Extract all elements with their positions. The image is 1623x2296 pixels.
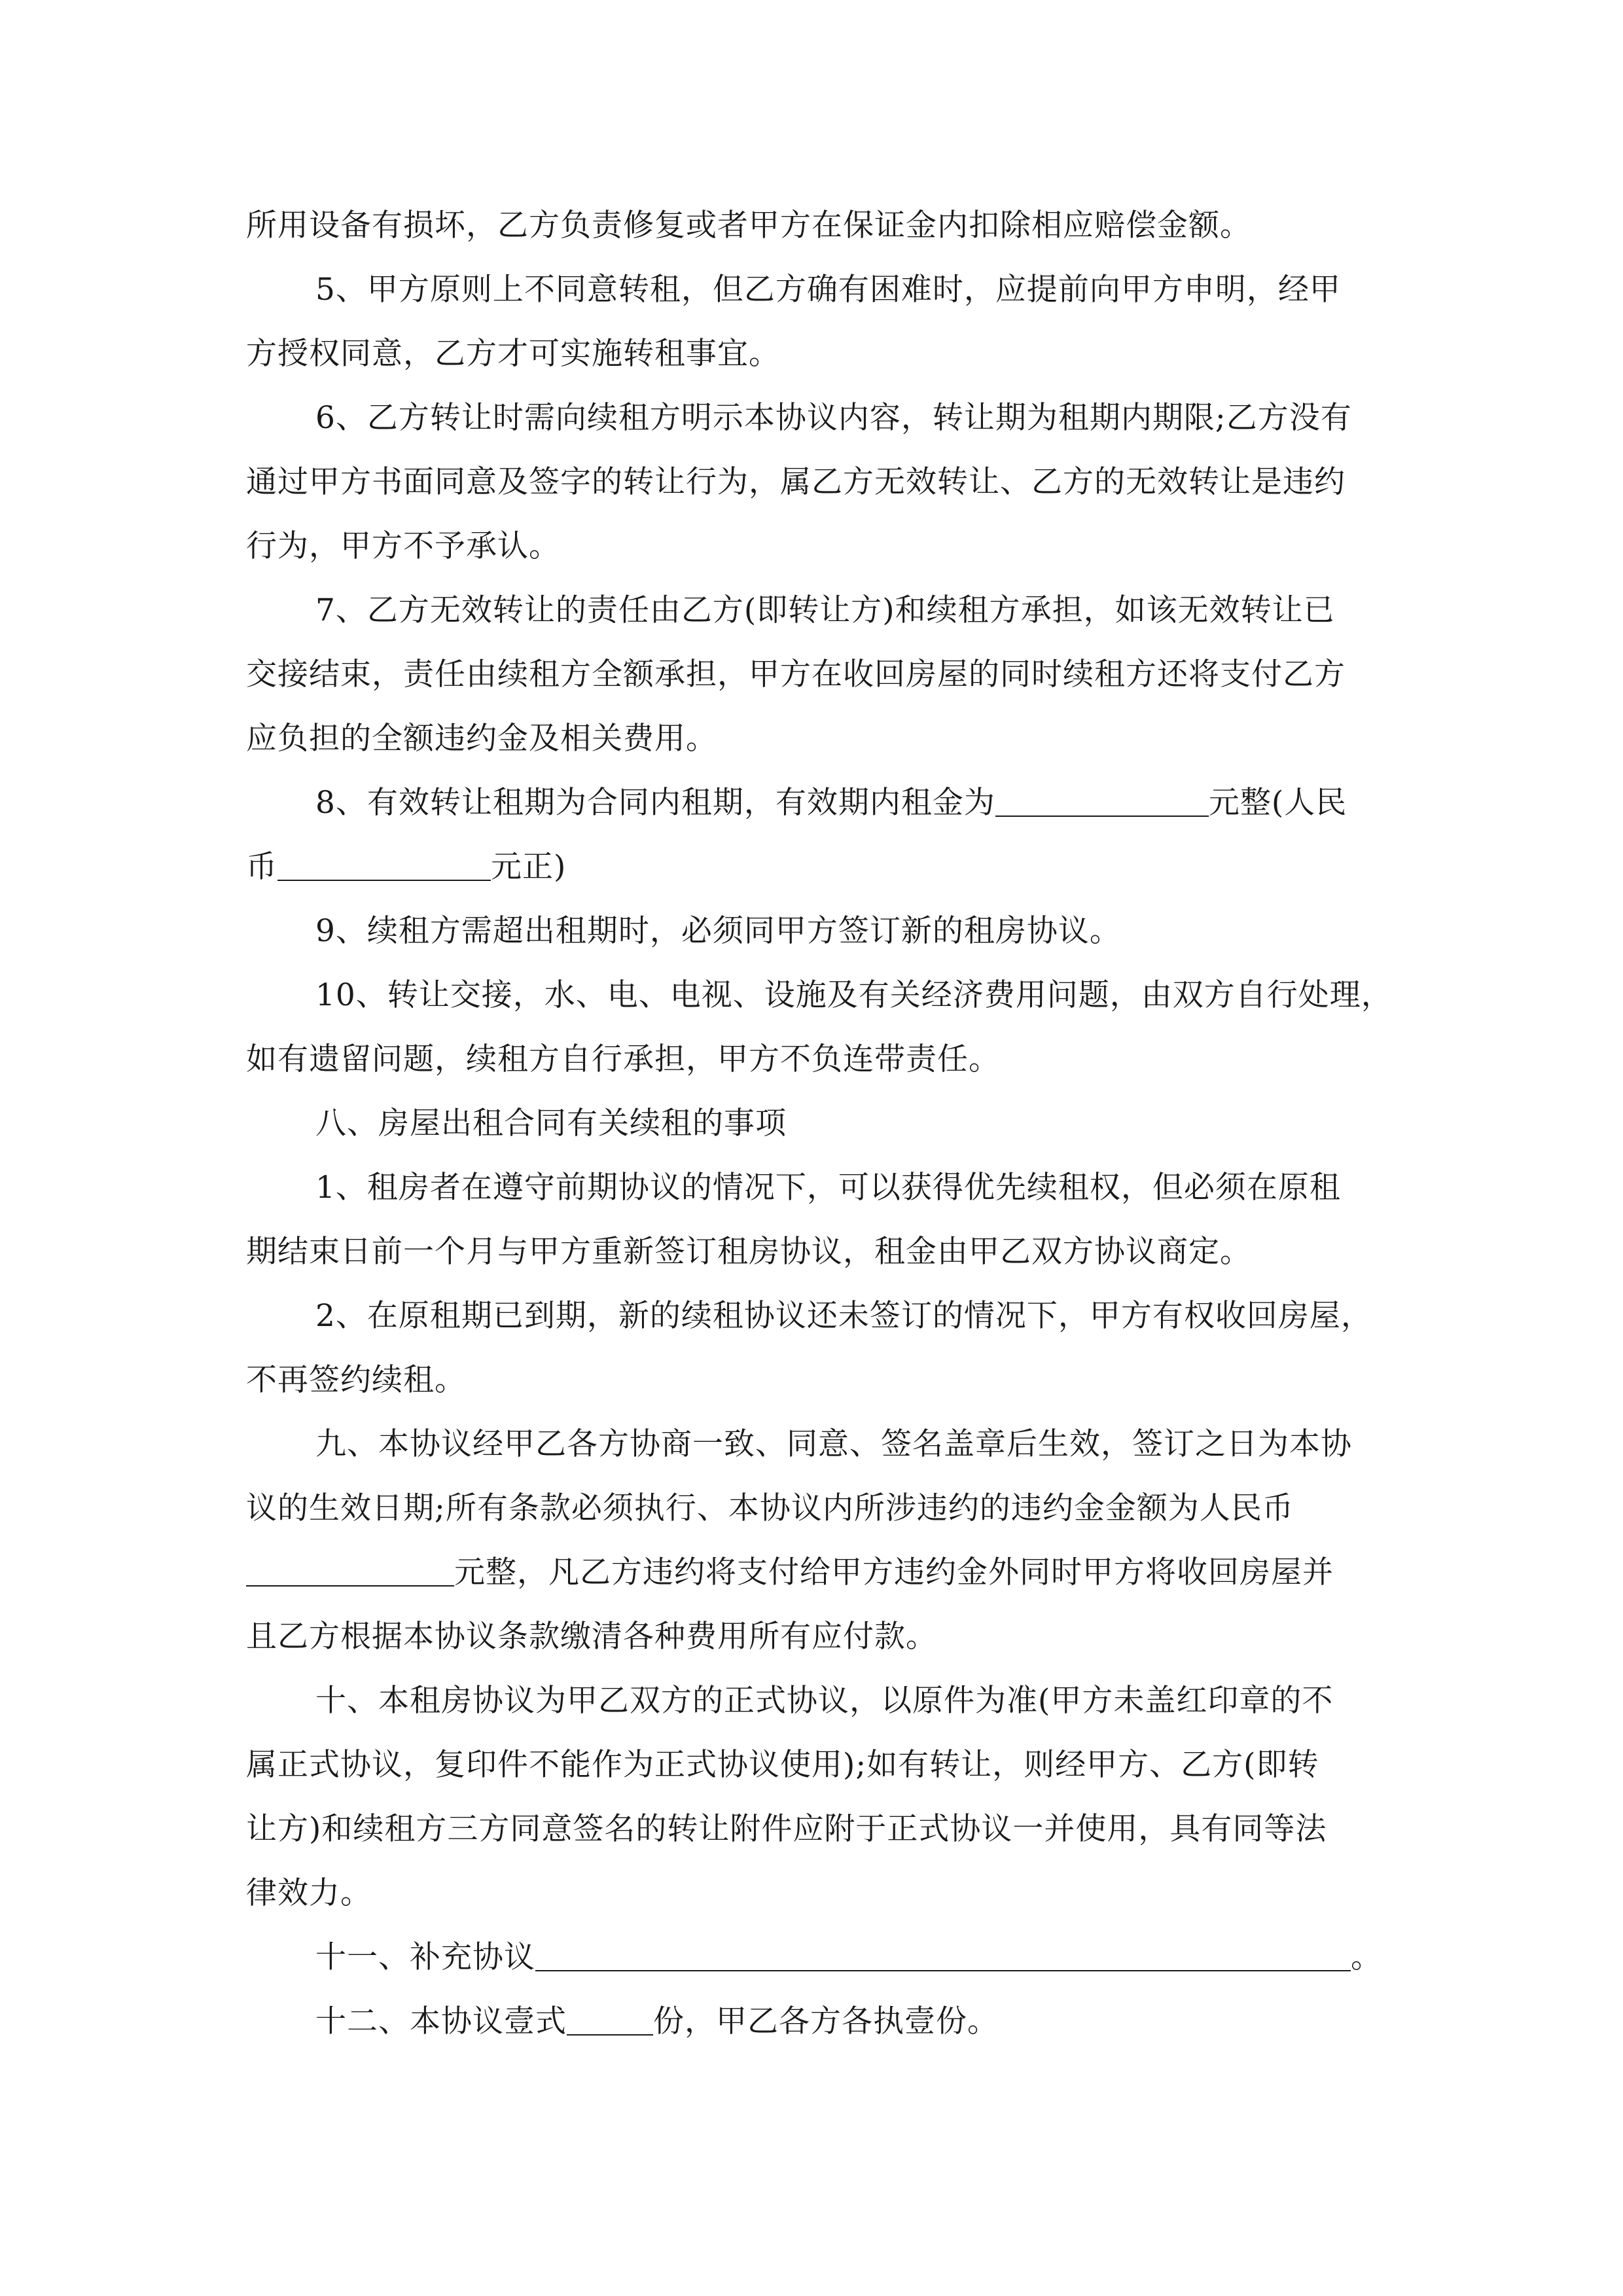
clause-8-text: 币 (246, 849, 277, 885)
clause-8-line (246, 835, 1385, 899)
clause-5-line: 方授权同意，乙方才可实施转租事宜。 (246, 336, 780, 372)
section-9-line (246, 1541, 1385, 1605)
clause-8-text: 元正) (491, 849, 567, 885)
section-9-line: 九、本协议经甲乙各方协商一致、同意、签名盖章后生效，签订之日为本协 (315, 1426, 1352, 1462)
section-11-text: 十一、补充协议 (315, 1939, 535, 1975)
supplementary-agreement-blank (535, 1931, 1351, 1971)
contract-body (246, 194, 1393, 2054)
clause-7-line: 应负担的全额违约金及相关费用。 (246, 721, 717, 757)
section-10-line: 十、本租房协议为甲乙双方的正式协议，以原件为准(甲方未盖红印章的不 (315, 1683, 1334, 1719)
clause-10-line: 10、转让交接，水、电、电视、设施及有关经济费用问题，由双方自行处理， (315, 977, 1393, 1013)
clause-8-text: 元整(人民 (1208, 785, 1347, 821)
clause-7-line: 交接结束，责任由续租方全额承担，甲方在收回房屋的同时续租方还将支付乙方 (246, 656, 1346, 692)
clause-6-line: 行为，甲方不予承认。 (246, 528, 560, 564)
clause-5-line: 5、甲方原则上不同意转租，但乙方确有困难时，应提前向甲方申明，经甲 (315, 272, 1341, 308)
clause-9-line: 9、续租方需超出租期时，必须同甲方签订新的租房协议。 (315, 913, 1121, 949)
clause-10-line: 如有遗留问题，续租方自行承担，甲方不负连带责任。 (246, 1041, 1000, 1077)
section-8-item-1-line: 期结束日前一个月与甲方重新签订租房协议，租金由甲乙双方协议商定。 (246, 1234, 1251, 1270)
clause-8-line (246, 771, 1385, 835)
section-12-line (246, 1990, 1385, 2054)
section-8-item-2-line: 不再签约续租。 (246, 1362, 466, 1398)
penalty-amount-blank (246, 1546, 454, 1587)
rmb-amount-blank (277, 840, 491, 881)
section-9-line: 且乙方根据本协议条款缴清各种费用所有应付款。 (246, 1619, 937, 1655)
clause-6-line: 6、乙方转让时需向续租方明示本协议内容，转让期为租期内期限;乙方没有 (315, 400, 1352, 436)
section-8-title: 八、房屋出租合同有关续租的事项 (315, 1105, 787, 1141)
section-10-line: 让方)和续租方三方同意签名的转让附件应附于正式协议一并使用，具有同等法 (246, 1811, 1327, 1847)
section-12-text: 十二、本协议壹式 (315, 2003, 567, 2039)
section-12-text: 份，甲乙各方各执壹份。 (653, 2003, 999, 2039)
section-9-line: 议的生效日期;所有条款必须执行、本协议内所涉违约的违约金金额为人民币 (246, 1490, 1294, 1526)
section-10-line: 属正式协议，复印件不能作为正式协议使用);如有转让，则经甲方、乙方(即转 (246, 1747, 1319, 1783)
clause-6-line: 通过甲方书面同意及签字的转让行为，属乙方无效转让、乙方的无效转让是违约 (246, 464, 1346, 500)
copies-count-blank (567, 1995, 653, 2036)
clause-8-text: 8、有效转让租期为合同内租期，有效期内租金为 (315, 785, 995, 821)
clause-7-line: 7、乙方无效转让的责任由乙方(即转让方)和续租方承担，如该无效转让已 (315, 592, 1335, 628)
section-11-text: 。 (1351, 1939, 1382, 1975)
section-9-text: 元整，凡乙方违约将支付给甲方违约金外同时甲方将收回房屋并 (454, 1554, 1334, 1590)
rent-amount-blank (995, 776, 1209, 817)
section-11-line (246, 1926, 1385, 1990)
section-8-item-1-line: 1、租房者在遵守前期协议的情况下，可以获得优先续租权，但必须在原租 (315, 1170, 1341, 1206)
section-10-line: 律效力。 (246, 1875, 372, 1911)
paragraph-line: 所用设备有损坏，乙方负责修复或者甲方在保证金内扣除相应赔偿金额。 (246, 207, 1251, 243)
section-8-item-2-line: 2、在原租期已到期，新的续租协议还未签订的情况下，甲方有权收回房屋， (315, 1298, 1372, 1334)
